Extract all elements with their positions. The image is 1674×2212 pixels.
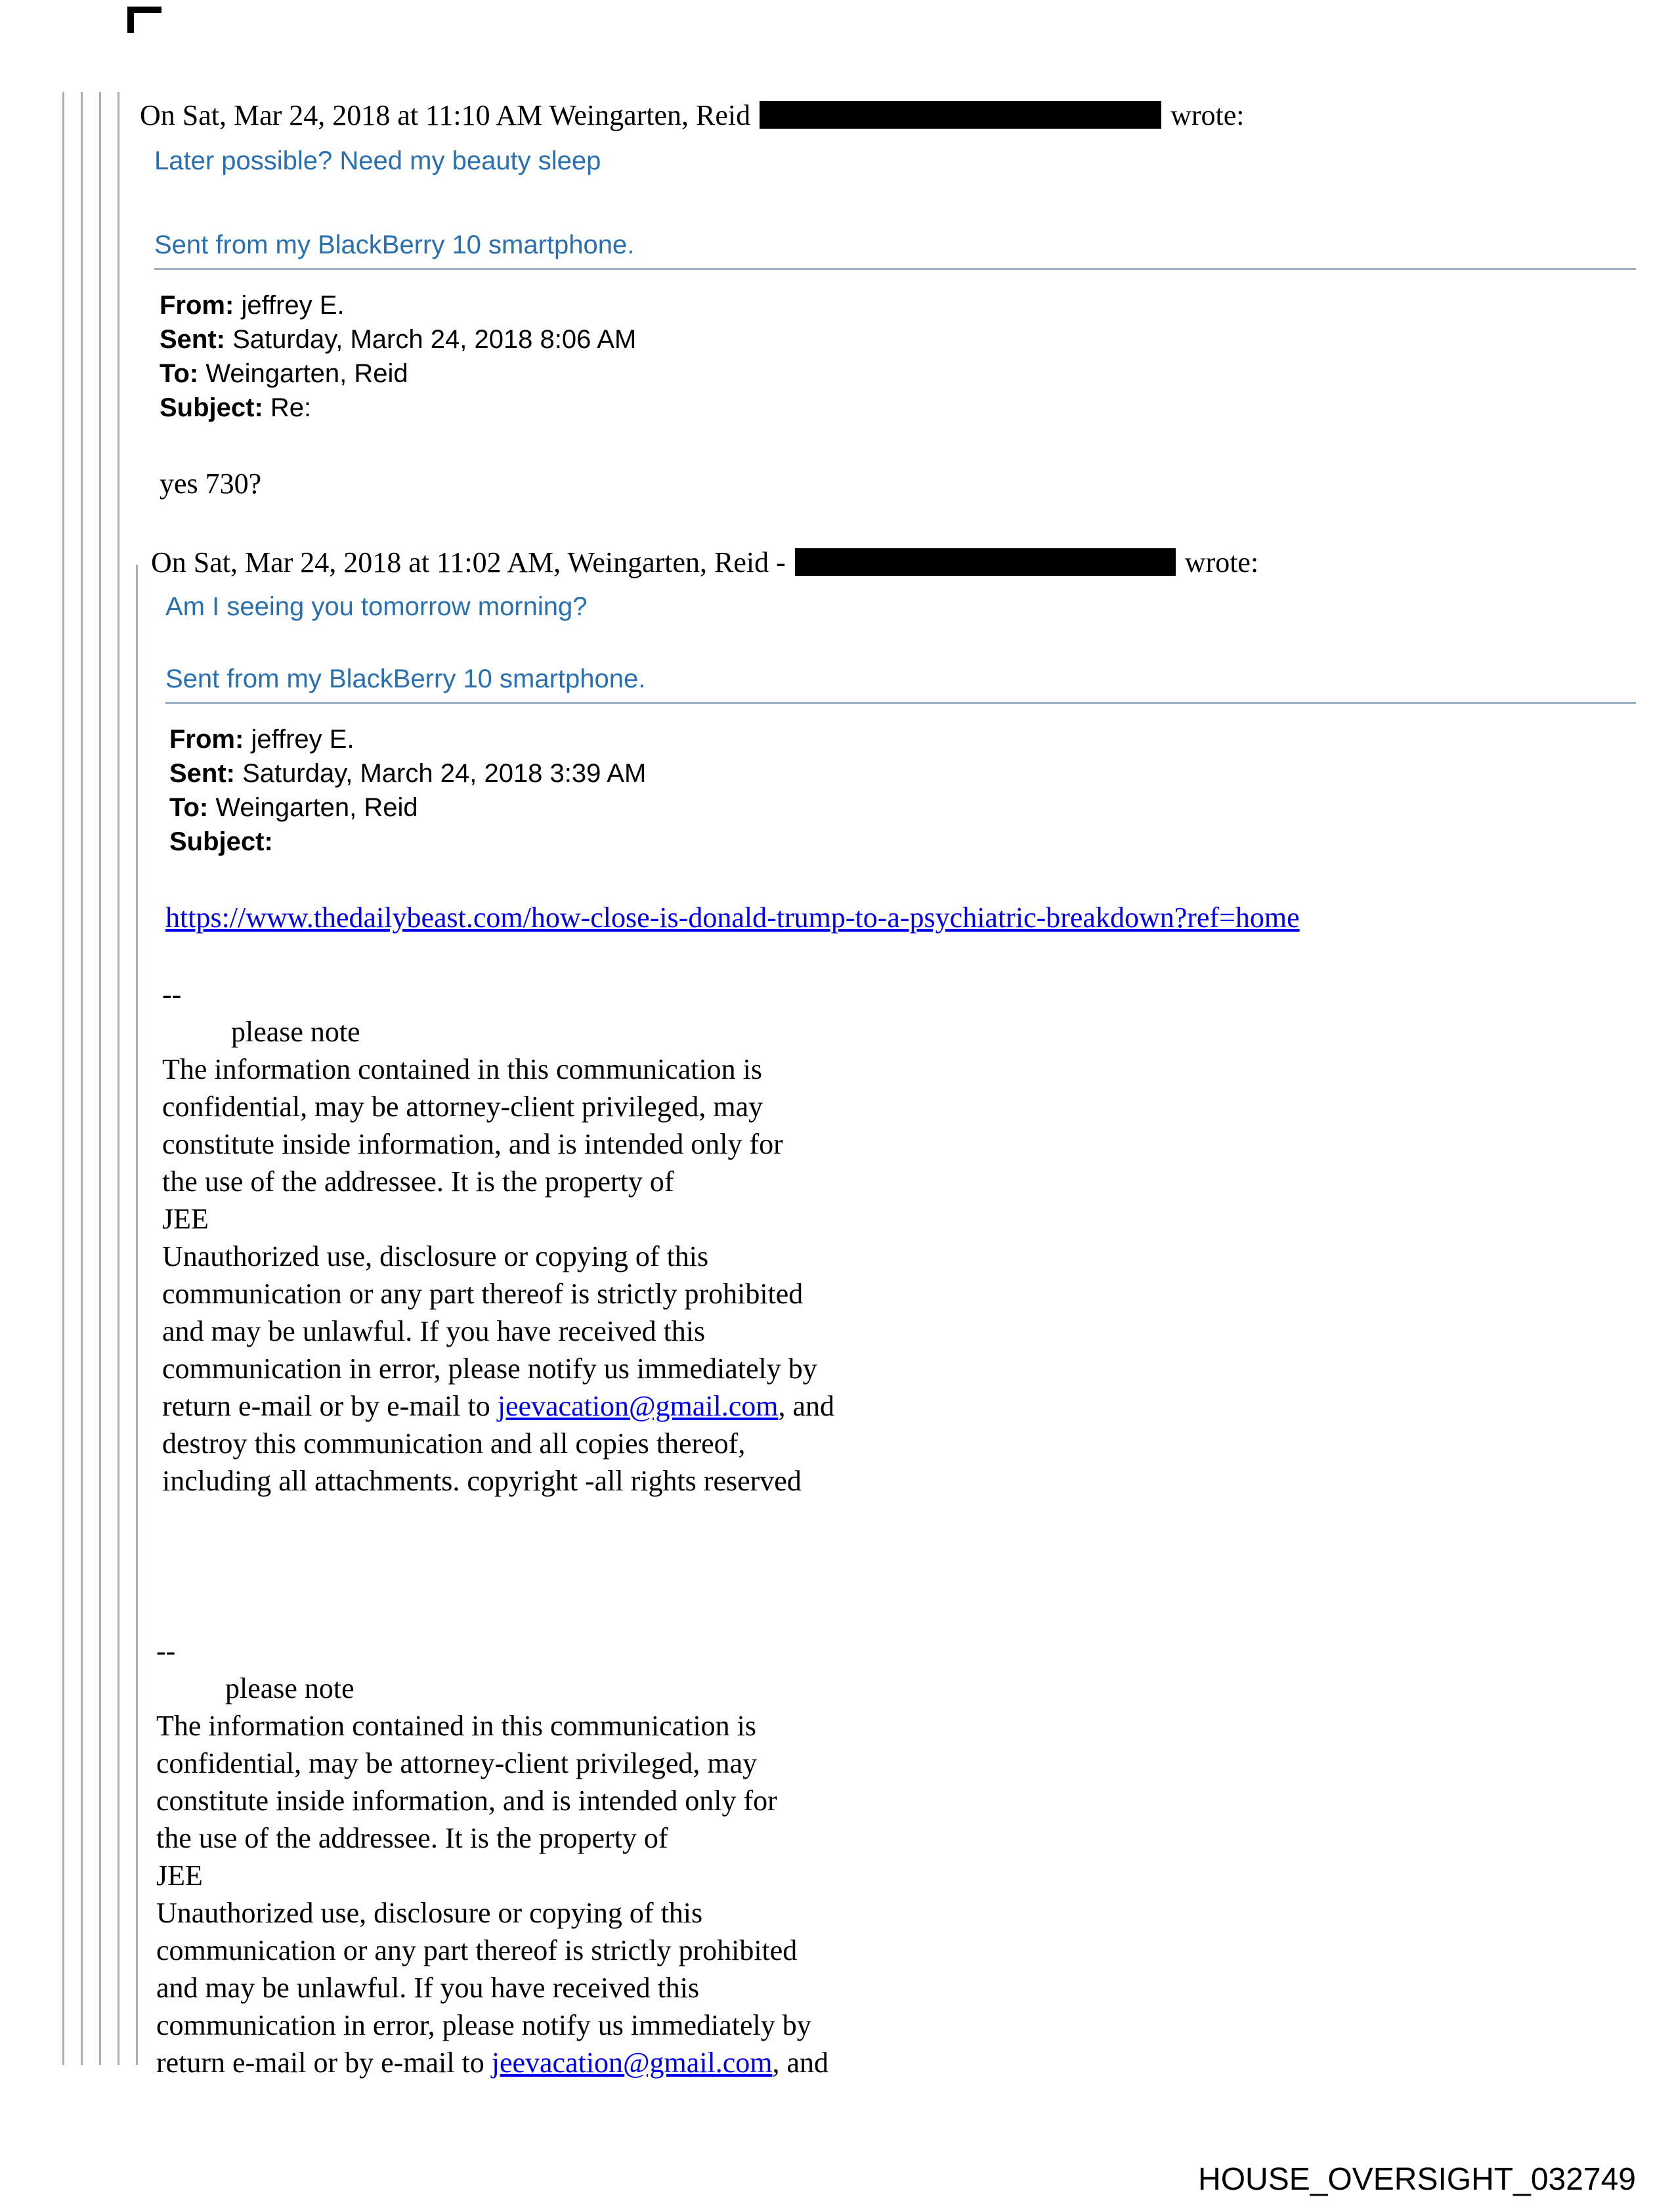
disclaimer-line: confidential, may be attorney-client privileged, may — [162, 1091, 763, 1123]
blackberry-signature: Sent from my BlackBerry 10 smartphone. — [154, 230, 635, 259]
from-value: jeffrey E. — [241, 291, 345, 320]
header-row-sent — [169, 756, 1648, 791]
disclaimer-line: destroy this communication and all copies thereof, — [162, 1427, 746, 1460]
sent-value: Saturday, March 24, 2018 3:39 AM — [242, 759, 647, 788]
quote1-attribution-prefix: On Sat, Mar 24, 2018 at 11:10 AM Weingarten, Reid — [140, 99, 751, 131]
email-header-block-1 — [160, 288, 1648, 425]
to-value: Weingarten, Reid — [205, 359, 408, 388]
redacted-email-bar — [795, 548, 1176, 576]
disclaimer-line: JEE — [162, 1203, 209, 1235]
signature-divider — [154, 268, 1636, 270]
disclaimer-link-prefix: return e-mail or by e-mail to — [162, 1390, 498, 1422]
quote2-message-text: Am I seeing you tomorrow morning? — [165, 592, 588, 621]
disclaimer-line: communication in error, please notify us immediately by — [156, 2009, 811, 2041]
quote1-attribution-line — [140, 97, 1648, 134]
signature-divider — [165, 702, 1636, 704]
article-link[interactable]: https://www.thedailybeast.com/how-close-is-donald-trump-to-a-psychiatric-breakdown?ref=home — [165, 901, 1300, 934]
header-row-to — [160, 357, 1648, 391]
from-value: jeffrey E. — [251, 725, 354, 754]
disclaimer-line: communication in error, please notify us immediately by — [162, 1353, 817, 1385]
article-link-line — [165, 900, 1648, 936]
disclaimer-email-link[interactable]: jeevacation@gmail.com — [491, 2047, 773, 2079]
disclaimer-note: please note — [225, 1672, 354, 1704]
disclaimer-link-suffix: , and — [778, 1390, 835, 1422]
quote2-attribution-suffix: wrote: — [1184, 546, 1259, 578]
subject-value: Re: — [270, 393, 312, 422]
header-row-subject — [160, 391, 1648, 425]
disclaimer-line: Unauthorized use, disclosure or copying of this — [162, 1240, 709, 1272]
disclaimer-line: constitute inside information, and is intended only for — [156, 1785, 777, 1817]
header-row-sent — [160, 322, 1648, 357]
disclaimer-email-link[interactable]: jeevacation@gmail.com — [497, 1390, 779, 1422]
disclaimer-line: communication or any part thereof is strictly prohibited — [162, 1278, 804, 1310]
disclaimer-link-line — [162, 1387, 1648, 1425]
disclaimer-line: constitute inside information, and is intended only for — [162, 1128, 783, 1160]
to-label: To: — [169, 793, 209, 822]
quote1-attribution-suffix: wrote: — [1170, 99, 1245, 131]
redacted-email-bar — [760, 101, 1161, 129]
quote2-attribution-line — [151, 544, 1648, 581]
from-label: From: — [160, 291, 234, 320]
disclaimer-link-suffix: , and — [772, 2047, 829, 2079]
quote1-message-text: Later possible? Need my beauty sleep — [154, 146, 601, 175]
sent-value: Saturday, March 24, 2018 8:06 AM — [232, 325, 637, 354]
to-value: Weingarten, Reid — [215, 793, 418, 822]
disclaimer-line: The information contained in this communication is — [156, 1710, 757, 1742]
blackberry-signature: Sent from my BlackBerry 10 smartphone. — [165, 664, 646, 693]
to-label: To: — [160, 359, 199, 388]
sent-label: Sent: — [169, 759, 235, 788]
disclaimer-link-prefix: return e-mail or by e-mail to — [156, 2047, 492, 2079]
bates-number: HOUSE_OVERSIGHT_032749 — [1198, 2162, 1636, 2197]
subject-label: Subject: — [169, 827, 273, 856]
header-row-from — [160, 288, 1648, 322]
disclaimer-block-2 — [156, 1632, 1648, 2081]
sent-label: Sent: — [160, 325, 225, 354]
header-row-subject — [169, 825, 1648, 859]
subject-label: Subject: — [160, 393, 263, 422]
header-row-to — [169, 791, 1648, 825]
disclaimer-line: including all attachments. copyright -all rights reserved — [162, 1465, 802, 1497]
disclaimer-block-1 — [162, 976, 1648, 1500]
disclaimer-line: the use of the addressee. It is the property of — [162, 1165, 674, 1198]
disclaimer-link-line — [156, 2044, 1648, 2081]
disclaimer-line: and may be unlawful. If you have received this — [162, 1315, 706, 1347]
disclaimer-line: the use of the addressee. It is the property of — [156, 1822, 668, 1854]
disclaimer-separator: -- — [156, 1635, 176, 1667]
disclaimer-line: Unauthorized use, disclosure or copying of this — [156, 1897, 703, 1929]
disclaimer-separator: -- — [162, 978, 182, 1010]
disclaimer-line: JEE — [156, 1859, 203, 1892]
reply-text: yes 730? — [160, 467, 262, 500]
disclaimer-line: and may be unlawful. If you have received this — [156, 1972, 700, 2004]
disclaimer-note: please note — [231, 1016, 360, 1048]
disclaimer-line: communication or any part thereof is strictly prohibited — [156, 1934, 798, 1966]
disclaimer-line: The information contained in this communication is — [162, 1053, 763, 1085]
email-header-block-2 — [169, 722, 1648, 859]
quote2-attribution-prefix: On Sat, Mar 24, 2018 at 11:02 AM, Weingarten, Reid - — [151, 546, 786, 578]
disclaimer-line: confidential, may be attorney-client privileged, may — [156, 1747, 758, 1779]
from-label: From: — [169, 725, 244, 754]
header-row-from — [169, 722, 1648, 756]
